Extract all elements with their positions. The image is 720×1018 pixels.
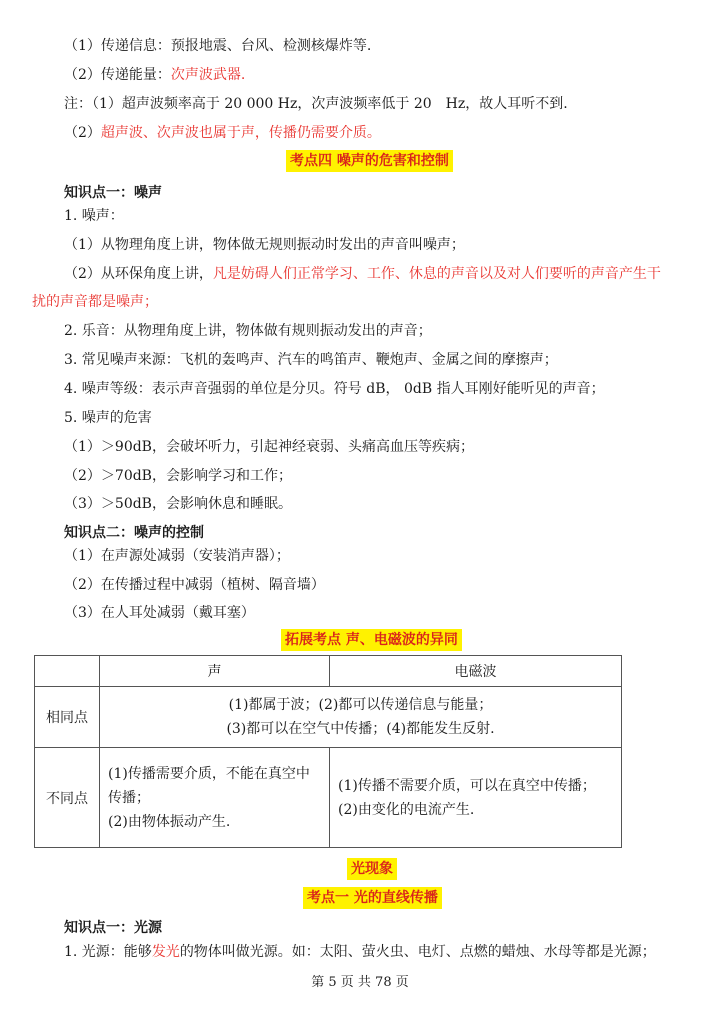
- comparison-table: [34, 655, 622, 848]
- item-noise-harm: 5. 噪声的危害: [64, 410, 152, 426]
- same-points-cell: [100, 687, 622, 748]
- item-musical-sound: 2. 乐音：从物理角度上讲，物体做有规则振动发出的声音；: [64, 323, 432, 339]
- line-transmit-info: （1）传递信息：预报地震、台风、检测核爆炸等.: [64, 38, 372, 54]
- kp-title-noise-control: 知识点二：噪声的控制: [64, 525, 204, 541]
- line-prefix: （2）从环保角度上讲，: [64, 266, 213, 282]
- item-harm-90db: （1）＞90dB，会破坏听力，引起神经衰弱、头痛高血压等疾病；: [64, 439, 474, 455]
- row-label-diff: 不同点: [35, 748, 100, 848]
- table-row-same: [35, 687, 622, 748]
- control-source: （1）在声源处减弱（安装消声器）；: [64, 548, 290, 564]
- section-heading-noise: 考点四 噪声的危害和控制: [286, 150, 453, 172]
- kp-title-light-source: 知识点一：光源: [64, 920, 162, 936]
- item-noise-sources: 3. 常见噪声来源：飞机的轰鸣声、汽车的鸣笛声、鞭炮声、金属之间的摩擦声；: [64, 352, 558, 368]
- line-prefix: （2）: [64, 125, 101, 141]
- item-noise-physics: （1）从物理角度上讲，物体做无规则振动时发出的声音叫噪声；: [64, 237, 465, 253]
- same-line-1: (1)都属于波；(2)都可以传递信息与能量；: [228, 697, 493, 713]
- column-header-sound: 声: [100, 656, 330, 687]
- item-noise-environment: [64, 265, 661, 283]
- line-prefix: 1. 光源：能够: [64, 944, 152, 960]
- diff-sound-cell: [100, 748, 330, 848]
- item-harm-50db: （3）＞50dB，会影响休息和睡眠。: [64, 496, 292, 512]
- same-line-2: (3)都可以在空气中传播；(4)都能发生反射.: [226, 721, 495, 737]
- red-text: 超声波、次声波也属于声，传播仍需要介质。: [100, 125, 381, 141]
- item-noise-level: 4. 噪声等级：表示声音强弱的单位是分贝。符号 dB， 0dB 指人耳刚好能听见的声音；: [64, 381, 605, 397]
- section-heading-light-propagation: 考点一 光的直线传播: [303, 887, 442, 909]
- section-heading-expand: 拓展考点 声、电磁波的异同: [281, 629, 462, 651]
- page-footer: 第 5 页 共 78 页: [311, 975, 409, 990]
- line-suffix: 的物体叫做光源。如：太阳、萤火虫、电灯、点燃的蜡烛、水母等都是光源；: [179, 944, 656, 960]
- table-header-row: [35, 656, 622, 687]
- red-text: 凡是妨碍人们正常学习、工作、休息的声音以及对人们要听的声音产生干: [212, 266, 661, 282]
- diff-sound-line-3: (2)由物体振动产生.: [108, 813, 231, 830]
- control-ear: （3）在人耳处减弱（戴耳塞）: [64, 605, 255, 621]
- item-light-source: [64, 943, 656, 961]
- column-header-em: 电磁波: [330, 656, 622, 687]
- chapter-heading-light: 光现象: [347, 858, 397, 880]
- kp-title-noise: 知识点一：噪声: [64, 185, 162, 201]
- item-harm-70db: （2）＞70dB，会影响学习和工作；: [64, 468, 292, 484]
- diff-sound-line-1: (1)传播需要介质，不能在真空中: [108, 765, 310, 782]
- diff-sound-line-2: 传播；: [108, 789, 150, 806]
- line-prefix: （2）传递能量：: [64, 67, 171, 83]
- control-transmission: （2）在传播过程中减弱（植树、隔音墙）: [64, 577, 325, 593]
- red-text: 发光: [151, 944, 180, 960]
- table-row-diff: [35, 748, 622, 848]
- diff-em-line-2: (2)由变化的电流产生.: [338, 801, 475, 818]
- note-frequency: 注：（1）超声波频率高于 20 000 Hz，次声波频率低于 20 Hz，故人耳听不到.: [64, 96, 568, 112]
- line-transmit-energy: [64, 66, 245, 84]
- item-noise-environment-cont: 扰的声音都是噪声；: [32, 294, 158, 310]
- red-text: 次声波武器.: [170, 67, 246, 83]
- table-corner-cell: [35, 656, 100, 687]
- diff-em-line-1: (1)传播不需要介质，可以在真空中传播；: [338, 777, 596, 794]
- row-label-same: 相同点: [35, 687, 100, 748]
- item-noise: 1. 噪声：: [64, 208, 124, 224]
- note-medium: [64, 124, 381, 142]
- diff-em-cell: [330, 748, 622, 848]
